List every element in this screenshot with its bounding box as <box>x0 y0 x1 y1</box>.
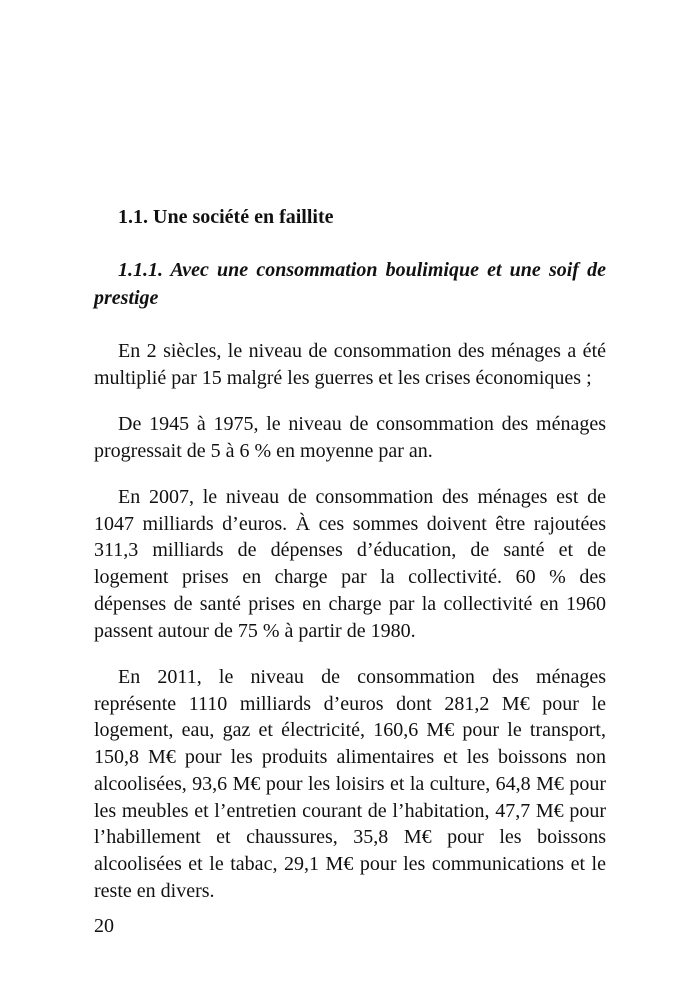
subsection-title: 1.1.1. Avec une consommation boulimique et une soif de prestige <box>94 259 606 309</box>
paragraph-consumption-growth: En 2 siècles, le niveau de consommation des ménages a été multiplié par 15 malgré les guerres et les crises économiques ; <box>94 340 606 389</box>
book-page <box>94 0 606 992</box>
paragraph-1945-1975: De 1945 à 1975, le niveau de consommation des ménages progressait de 5 à 6 % en moyenne par an. <box>94 413 606 462</box>
paragraph-2007: En 2007, le niveau de consommation des ménages est de 1047 milliards d’euros. À ces sommes doivent être rajoutées 311,3 milliards de dépenses d’éducation, de santé et de logement prises en charge par la collectivité. 60 % des dépenses de santé prises en charge par la collectivité en 1960 passent autour de 75 % à partir de 1980. <box>94 486 606 642</box>
paragraph-2011: En 2011, le niveau de consommation des ménages représente 1110 milliards d’euros dont 281,2 M€ pour le logement, eau, gaz et électricité, 160,6 M€ pour le transport, 150,8 M€ pour les produits alimentaires et les boissons non alcoolisées, 93,6 M€ pour les loisirs et la culture, 64,8 M€ pour les meubles et l’entretien courant de l’habitation, 47,7 M€ pour l’habillement et chaussures, 35,8 M€ pour les boissons alcoolisées et le tabac, 29,1 M€ pour les communications et le reste en divers. <box>94 666 606 902</box>
page-number: 20 <box>94 915 114 937</box>
section-title: 1.1. Une société en faillite <box>118 206 334 228</box>
